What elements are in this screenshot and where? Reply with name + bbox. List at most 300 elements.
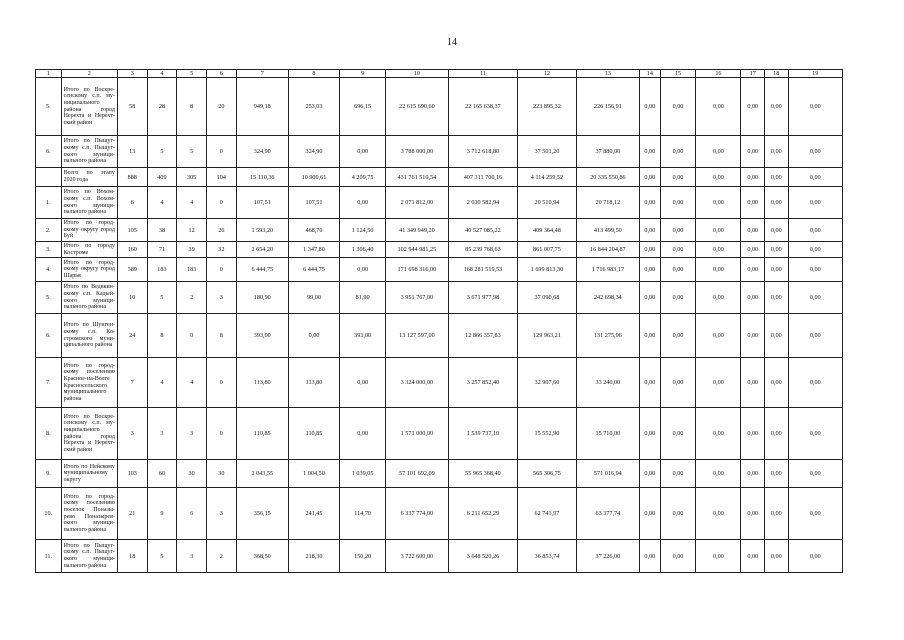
cell-col-12: 37 501,20 bbox=[518, 136, 576, 168]
cell-col-18: 0,00 bbox=[765, 78, 789, 136]
cell-col-3: 103 bbox=[117, 460, 147, 488]
cell-col-16: 0,00 bbox=[696, 540, 741, 573]
cell-col-10: 57 101 692,09 bbox=[386, 460, 448, 488]
cell-col-7: 6 444,75 bbox=[236, 258, 288, 282]
cell-col-8: 0,00 bbox=[288, 314, 339, 358]
cell-col-11: 2 030 582,94 bbox=[448, 187, 518, 219]
cell-col-13: 226 156,91 bbox=[576, 78, 639, 136]
cell-col-17: 0,00 bbox=[741, 187, 765, 219]
column-header-2: 2 bbox=[61, 70, 117, 78]
cell-col-17: 0,00 bbox=[741, 219, 765, 242]
row-number: 8. bbox=[36, 408, 62, 460]
column-header-15: 15 bbox=[660, 70, 696, 78]
cell-col-18: 0,00 bbox=[765, 219, 789, 242]
cell-col-10: 3 788 000,00 bbox=[386, 136, 448, 168]
cell-col-10: 431 761 510,54 bbox=[386, 168, 448, 187]
row-number: 2. bbox=[36, 219, 62, 242]
cell-col-6: 20 bbox=[206, 78, 236, 136]
cell-col-15: 0,00 bbox=[660, 78, 696, 136]
cell-col-18: 0,00 bbox=[765, 136, 789, 168]
cell-col-18: 0,00 bbox=[765, 242, 789, 258]
cell-col-14: 0,00 bbox=[640, 540, 660, 573]
cell-col-15: 0,00 bbox=[660, 242, 696, 258]
cell-col-12: 223 895,32 bbox=[518, 78, 576, 136]
cell-col-10: 1 571 000,00 bbox=[386, 408, 448, 460]
cell-col-4: 5 bbox=[147, 136, 177, 168]
row-number: 1. bbox=[36, 187, 62, 219]
row-number bbox=[36, 168, 62, 187]
cell-col-14: 0,00 bbox=[640, 460, 660, 488]
column-header-9: 9 bbox=[340, 70, 386, 78]
cell-col-4: 8 bbox=[147, 314, 177, 358]
cell-col-6: 0 bbox=[206, 258, 236, 282]
cell-col-19: 0,00 bbox=[788, 168, 842, 187]
cell-col-5: 3 bbox=[177, 408, 207, 460]
row-name: Итого по городскому округу город Шарья bbox=[61, 258, 117, 282]
cell-col-6: 26 bbox=[206, 219, 236, 242]
cell-col-8: 1 347,80 bbox=[288, 242, 339, 258]
cell-col-6: 2 bbox=[206, 540, 236, 573]
cell-col-14: 0,00 bbox=[640, 78, 660, 136]
cell-col-14: 0,00 bbox=[640, 219, 660, 242]
cell-col-3: 7 bbox=[117, 358, 147, 408]
cell-col-7: 15 110,36 bbox=[236, 168, 288, 187]
cell-col-15: 0,00 bbox=[660, 136, 696, 168]
cell-col-16: 0,00 bbox=[696, 242, 741, 258]
table-row bbox=[36, 187, 843, 219]
cell-col-15: 0,00 bbox=[660, 460, 696, 488]
cell-col-16: 0,00 bbox=[696, 408, 741, 460]
cell-col-12: 409 364,48 bbox=[518, 219, 576, 242]
cell-col-19: 0,00 bbox=[788, 408, 842, 460]
table-row bbox=[36, 488, 843, 540]
cell-col-18: 0,00 bbox=[765, 187, 789, 219]
cell-col-8: 6 444,75 bbox=[288, 258, 339, 282]
cell-col-11: 6 211 652,29 bbox=[448, 488, 518, 540]
cell-col-16: 0,00 bbox=[696, 136, 741, 168]
cell-col-14: 0,00 bbox=[640, 168, 660, 187]
cell-col-17: 0,00 bbox=[741, 258, 765, 282]
cell-col-18: 0,00 bbox=[765, 168, 789, 187]
cell-col-19: 0,00 bbox=[788, 258, 842, 282]
cell-col-13: 20 718,12 bbox=[576, 187, 639, 219]
cell-col-9: 0,00 bbox=[340, 358, 386, 408]
data-table bbox=[35, 69, 843, 573]
cell-col-13: 413 499,50 bbox=[576, 219, 639, 242]
cell-col-5: 2 bbox=[177, 282, 207, 314]
column-header-11: 11 bbox=[448, 70, 518, 78]
cell-col-16: 0,00 bbox=[696, 488, 741, 540]
cell-col-15: 0,00 bbox=[660, 168, 696, 187]
table-row bbox=[36, 78, 843, 136]
cell-col-11: 55 965 368,40 bbox=[448, 460, 518, 488]
cell-col-11: 3 257 852,40 bbox=[448, 358, 518, 408]
cell-col-5: 305 bbox=[177, 168, 207, 187]
cell-col-16: 0,00 bbox=[696, 168, 741, 187]
cell-col-6: 30 bbox=[206, 460, 236, 488]
cell-col-18: 0,00 bbox=[765, 488, 789, 540]
cell-col-15: 0,00 bbox=[660, 540, 696, 573]
cell-col-9: 150,20 bbox=[340, 540, 386, 573]
column-header-1: 1 bbox=[36, 70, 62, 78]
cell-col-6: 0 bbox=[206, 408, 236, 460]
cell-col-7: 180,90 bbox=[236, 282, 288, 314]
cell-col-15: 0,00 bbox=[660, 488, 696, 540]
cell-col-4: 409 bbox=[147, 168, 177, 187]
cell-col-7: 1 593,20 bbox=[236, 219, 288, 242]
cell-col-5: 4 bbox=[177, 187, 207, 219]
column-header-13: 13 bbox=[576, 70, 639, 78]
cell-col-13: 33 240,00 bbox=[576, 358, 639, 408]
cell-col-8: 218,30 bbox=[288, 540, 339, 573]
cell-col-7: 2 654,20 bbox=[236, 242, 288, 258]
column-header-6: 6 bbox=[206, 70, 236, 78]
cell-col-5: 183 bbox=[177, 258, 207, 282]
cell-col-3: 3 bbox=[117, 408, 147, 460]
cell-col-10: 171 698 316,00 bbox=[386, 258, 448, 282]
cell-col-12: 20 510,94 bbox=[518, 187, 576, 219]
cell-col-16: 0,00 bbox=[696, 258, 741, 282]
cell-col-19: 0,00 bbox=[788, 460, 842, 488]
cell-col-3: 58 bbox=[117, 78, 147, 136]
column-header-19: 19 bbox=[788, 70, 842, 78]
cell-col-9: 1 039,05 bbox=[340, 460, 386, 488]
cell-col-13: 16 844 204,87 bbox=[576, 242, 639, 258]
cell-col-9: 0,00 bbox=[340, 187, 386, 219]
cell-col-3: 389 bbox=[117, 258, 147, 282]
cell-col-11: 3 671 977,98 bbox=[448, 282, 518, 314]
cell-col-17: 0,00 bbox=[741, 358, 765, 408]
table-row bbox=[36, 540, 843, 573]
column-header-3: 3 bbox=[117, 70, 147, 78]
cell-col-8: 107,51 bbox=[288, 187, 339, 219]
table-row bbox=[36, 314, 843, 358]
cell-col-10: 3 722 600,00 bbox=[386, 540, 448, 573]
cell-col-7: 2 043,55 bbox=[236, 460, 288, 488]
cell-col-14: 0,00 bbox=[640, 242, 660, 258]
cell-col-5: 12 bbox=[177, 219, 207, 242]
cell-col-19: 0,00 bbox=[788, 314, 842, 358]
row-name: Итого по Воскресенскому с.п. муниципального района город Нерехта и Нерехтский район bbox=[61, 408, 117, 460]
cell-col-6: 3 bbox=[206, 488, 236, 540]
cell-col-12: 62 743,97 bbox=[518, 488, 576, 540]
table-row bbox=[36, 242, 843, 258]
cell-col-5: 5 bbox=[177, 136, 207, 168]
cell-col-18: 0,00 bbox=[765, 408, 789, 460]
cell-col-14: 0,00 bbox=[640, 358, 660, 408]
cell-col-3: 888 bbox=[117, 168, 147, 187]
cell-col-13: 15 710,00 bbox=[576, 408, 639, 460]
cell-col-12: 1 699 813,30 bbox=[518, 258, 576, 282]
cell-col-3: 105 bbox=[117, 219, 147, 242]
cell-col-11: 85 239 768,63 bbox=[448, 242, 518, 258]
cell-col-8: 241,45 bbox=[288, 488, 339, 540]
cell-col-3: 13 bbox=[117, 136, 147, 168]
cell-col-4: 3 bbox=[147, 408, 177, 460]
cell-col-10: 13 127 597,00 bbox=[386, 314, 448, 358]
cell-col-12: 15 552,90 bbox=[518, 408, 576, 460]
cell-col-5: 39 bbox=[177, 242, 207, 258]
row-name: Итого по городскому округу город Буй bbox=[61, 219, 117, 242]
column-header-7: 7 bbox=[236, 70, 288, 78]
cell-col-7: 368,50 bbox=[236, 540, 288, 573]
row-name: Итого по Вохомскому с.п. Вохомского муниципального района bbox=[61, 187, 117, 219]
cell-col-13: 571 016,94 bbox=[576, 460, 639, 488]
cell-col-4: 5 bbox=[147, 282, 177, 314]
cell-col-18: 0,00 bbox=[765, 282, 789, 314]
column-header-4: 4 bbox=[147, 70, 177, 78]
cell-col-6: 32 bbox=[206, 242, 236, 258]
cell-col-15: 0,00 bbox=[660, 219, 696, 242]
cell-col-15: 0,00 bbox=[660, 258, 696, 282]
cell-col-4: 4 bbox=[147, 358, 177, 408]
cell-col-16: 0,00 bbox=[696, 358, 741, 408]
cell-col-7: 324,90 bbox=[236, 136, 288, 168]
cell-col-16: 0,00 bbox=[696, 219, 741, 242]
cell-col-6: 8 bbox=[206, 314, 236, 358]
cell-col-11: 3 648 520,26 bbox=[448, 540, 518, 573]
column-header-14: 14 bbox=[640, 70, 660, 78]
cell-col-6: 0 bbox=[206, 187, 236, 219]
cell-col-4: 60 bbox=[147, 460, 177, 488]
cell-col-9: 393,00 bbox=[340, 314, 386, 358]
cell-col-4: 28 bbox=[147, 78, 177, 136]
row-name: Итого по городскому поселению поселок Поназырево Поназыревского муниципального района bbox=[61, 488, 117, 540]
cell-col-9: 1 124,50 bbox=[340, 219, 386, 242]
cell-col-12: 36 853,74 bbox=[518, 540, 576, 573]
cell-col-3: 18 bbox=[117, 540, 147, 573]
cell-col-8: 1 004,50 bbox=[288, 460, 339, 488]
cell-col-8: 253,03 bbox=[288, 78, 339, 136]
cell-col-9: 0,00 bbox=[340, 408, 386, 460]
column-header-12: 12 bbox=[518, 70, 576, 78]
cell-col-16: 0,00 bbox=[696, 282, 741, 314]
cell-col-10: 22 615 690,60 bbox=[386, 78, 448, 136]
cell-col-17: 0,00 bbox=[741, 168, 765, 187]
cell-col-19: 0,00 bbox=[788, 282, 842, 314]
cell-col-15: 0,00 bbox=[660, 314, 696, 358]
cell-col-5: 30 bbox=[177, 460, 207, 488]
row-number: 11. bbox=[36, 540, 62, 573]
cell-col-8: 99,00 bbox=[288, 282, 339, 314]
cell-col-14: 0,00 bbox=[640, 258, 660, 282]
row-name: Итого по городу Костроме bbox=[61, 242, 117, 258]
row-number: 4. bbox=[36, 258, 62, 282]
cell-col-15: 0,00 bbox=[660, 282, 696, 314]
cell-col-8: 113,80 bbox=[288, 358, 339, 408]
cell-col-19: 0,00 bbox=[788, 488, 842, 540]
cell-col-7: 356,15 bbox=[236, 488, 288, 540]
cell-col-9: 81,90 bbox=[340, 282, 386, 314]
table-row bbox=[36, 219, 843, 242]
cell-col-17: 0,00 bbox=[741, 460, 765, 488]
cell-col-13: 131 275,96 bbox=[576, 314, 639, 358]
cell-col-18: 0,00 bbox=[765, 258, 789, 282]
table-row bbox=[36, 282, 843, 314]
row-number: 7. bbox=[36, 358, 62, 408]
cell-col-7: 393,00 bbox=[236, 314, 288, 358]
cell-col-14: 0,00 bbox=[640, 314, 660, 358]
cell-col-13: 37 880,00 bbox=[576, 136, 639, 168]
cell-col-9: 1 306,40 bbox=[340, 242, 386, 258]
table-row bbox=[36, 136, 843, 168]
row-number: 3. bbox=[36, 242, 62, 258]
cell-col-8: 10 900,61 bbox=[288, 168, 339, 187]
cell-col-9: 114,70 bbox=[340, 488, 386, 540]
row-name: Итого по Пыщугскому с.п. Пыщугского муниципального района bbox=[61, 540, 117, 573]
table-row bbox=[36, 358, 843, 408]
page-number: 14 bbox=[447, 37, 457, 48]
cell-col-5: 8 bbox=[177, 78, 207, 136]
cell-col-13: 37 226,00 bbox=[576, 540, 639, 573]
row-name: Итого по Ведвкинскому с.п. Кадыйского муниципального района bbox=[61, 282, 117, 314]
cell-col-19: 0,00 bbox=[788, 136, 842, 168]
column-header-17: 17 bbox=[741, 70, 765, 78]
cell-col-7: 107,51 bbox=[236, 187, 288, 219]
cell-col-11: 22 165 638,37 bbox=[448, 78, 518, 136]
cell-col-4: 38 bbox=[147, 219, 177, 242]
cell-col-4: 183 bbox=[147, 258, 177, 282]
row-number: 9. bbox=[36, 460, 62, 488]
cell-col-17: 0,00 bbox=[741, 242, 765, 258]
row-name: Итого по Шунгенскому с.п. Костромского муниципального района bbox=[61, 314, 117, 358]
cell-col-10: 6 337 774,00 bbox=[386, 488, 448, 540]
cell-col-18: 0,00 bbox=[765, 314, 789, 358]
row-name: Итого по Пыщугскому с.п. Пыщугского муниципального района bbox=[61, 136, 117, 168]
row-name: Итого по Нейскому муниципальному округу bbox=[61, 460, 117, 488]
cell-col-18: 0,00 bbox=[765, 358, 789, 408]
cell-col-4: 71 bbox=[147, 242, 177, 258]
table-row bbox=[36, 168, 843, 187]
cell-col-7: 949,18 bbox=[236, 78, 288, 136]
row-name: Итого по Воскресенскому с.п. муниципального района город Нерехта и Нерехтский район bbox=[61, 78, 117, 136]
row-number: 5. bbox=[36, 282, 62, 314]
cell-col-13: 1 716 983,17 bbox=[576, 258, 639, 282]
cell-col-12: 129 963,21 bbox=[518, 314, 576, 358]
cell-col-18: 0,00 bbox=[765, 540, 789, 573]
column-header-5: 5 bbox=[177, 70, 207, 78]
cell-col-9: 696,15 bbox=[340, 78, 386, 136]
cell-col-4: 4 bbox=[147, 187, 177, 219]
cell-col-6: 104 bbox=[206, 168, 236, 187]
header-row bbox=[36, 70, 843, 78]
cell-col-16: 0,00 bbox=[696, 187, 741, 219]
cell-col-17: 0,00 bbox=[741, 78, 765, 136]
cell-col-19: 0,00 bbox=[788, 78, 842, 136]
cell-col-12: 861 007,75 bbox=[518, 242, 576, 258]
cell-col-9: 4 209,75 bbox=[340, 168, 386, 187]
row-number: 6. bbox=[36, 314, 62, 358]
cell-col-13: 20 335 550,86 bbox=[576, 168, 639, 187]
cell-col-11: 1 539 737,10 bbox=[448, 408, 518, 460]
cell-col-8: 468,70 bbox=[288, 219, 339, 242]
row-name: Всего по этапу 2020 года bbox=[61, 168, 117, 187]
table-row bbox=[36, 460, 843, 488]
cell-col-8: 324,90 bbox=[288, 136, 339, 168]
cell-col-4: 5 bbox=[147, 540, 177, 573]
cell-col-10: 102 944 981,25 bbox=[386, 242, 448, 258]
cell-col-17: 0,00 bbox=[741, 314, 765, 358]
cell-col-14: 0,00 bbox=[640, 488, 660, 540]
cell-col-13: 63 377,74 bbox=[576, 488, 639, 540]
cell-col-5: 0 bbox=[177, 314, 207, 358]
cell-col-12: 37 090,68 bbox=[518, 282, 576, 314]
cell-col-15: 0,00 bbox=[660, 358, 696, 408]
cell-col-9: 0,00 bbox=[340, 136, 386, 168]
column-header-18: 18 bbox=[765, 70, 789, 78]
cell-col-7: 113,80 bbox=[236, 358, 288, 408]
cell-col-19: 0,00 bbox=[788, 187, 842, 219]
cell-col-15: 0,00 bbox=[660, 187, 696, 219]
cell-col-3: 6 bbox=[117, 187, 147, 219]
cell-col-4: 9 bbox=[147, 488, 177, 540]
cell-col-3: 21 bbox=[117, 488, 147, 540]
cell-col-11: 12 866 357,83 bbox=[448, 314, 518, 358]
row-number: 10. bbox=[36, 488, 62, 540]
cell-col-19: 0,00 bbox=[788, 358, 842, 408]
cell-col-15: 0,00 bbox=[660, 408, 696, 460]
row-name: Итого по городскому поселению Красное-на-Волге Красносельского муниципального района bbox=[61, 358, 117, 408]
cell-col-10: 2 071 812,00 bbox=[386, 187, 448, 219]
cell-col-10: 3 951 767,00 bbox=[386, 282, 448, 314]
column-header-16: 16 bbox=[696, 70, 741, 78]
column-header-8: 8 bbox=[288, 70, 339, 78]
cell-col-6: 0 bbox=[206, 358, 236, 408]
row-number: 6. bbox=[36, 136, 62, 168]
cell-col-3: 160 bbox=[117, 242, 147, 258]
table-row bbox=[36, 258, 843, 282]
cell-col-9: 0,00 bbox=[340, 258, 386, 282]
cell-col-12: 32 907,60 bbox=[518, 358, 576, 408]
cell-col-3: 24 bbox=[117, 314, 147, 358]
cell-col-14: 0,00 bbox=[640, 282, 660, 314]
cell-col-17: 0,00 bbox=[741, 488, 765, 540]
cell-col-12: 4 114 259,52 bbox=[518, 168, 576, 187]
cell-col-19: 0,00 bbox=[788, 540, 842, 573]
cell-col-16: 0,00 bbox=[696, 460, 741, 488]
cell-col-11: 3 712 618,80 bbox=[448, 136, 518, 168]
cell-col-14: 0,00 bbox=[640, 187, 660, 219]
cell-col-17: 0,00 bbox=[741, 540, 765, 573]
cell-col-5: 4 bbox=[177, 358, 207, 408]
cell-col-7: 110,85 bbox=[236, 408, 288, 460]
table-row bbox=[36, 408, 843, 460]
cell-col-10: 3 324 000,00 bbox=[386, 358, 448, 408]
cell-col-18: 0,00 bbox=[765, 460, 789, 488]
cell-col-11: 168 281 519,53 bbox=[448, 258, 518, 282]
cell-col-17: 0,00 bbox=[741, 136, 765, 168]
cell-col-17: 0,00 bbox=[741, 408, 765, 460]
cell-col-11: 40 527 085,22 bbox=[448, 219, 518, 242]
cell-col-14: 0,00 bbox=[640, 408, 660, 460]
cell-col-5: 6 bbox=[177, 488, 207, 540]
cell-col-19: 0,00 bbox=[788, 219, 842, 242]
row-number: 5. bbox=[36, 78, 62, 136]
column-header-10: 10 bbox=[386, 70, 448, 78]
cell-col-6: 0 bbox=[206, 136, 236, 168]
cell-col-10: 41 349 949,20 bbox=[386, 219, 448, 242]
cell-col-11: 407 311 700,16 bbox=[448, 168, 518, 187]
cell-col-3: 10 bbox=[117, 282, 147, 314]
cell-col-14: 0,00 bbox=[640, 136, 660, 168]
cell-col-13: 242 698,34 bbox=[576, 282, 639, 314]
cell-col-17: 0,00 bbox=[741, 282, 765, 314]
cell-col-8: 110,85 bbox=[288, 408, 339, 460]
cell-col-5: 3 bbox=[177, 540, 207, 573]
cell-col-12: 565 306,75 bbox=[518, 460, 576, 488]
cell-col-16: 0,00 bbox=[696, 314, 741, 358]
cell-col-16: 0,00 bbox=[696, 78, 741, 136]
